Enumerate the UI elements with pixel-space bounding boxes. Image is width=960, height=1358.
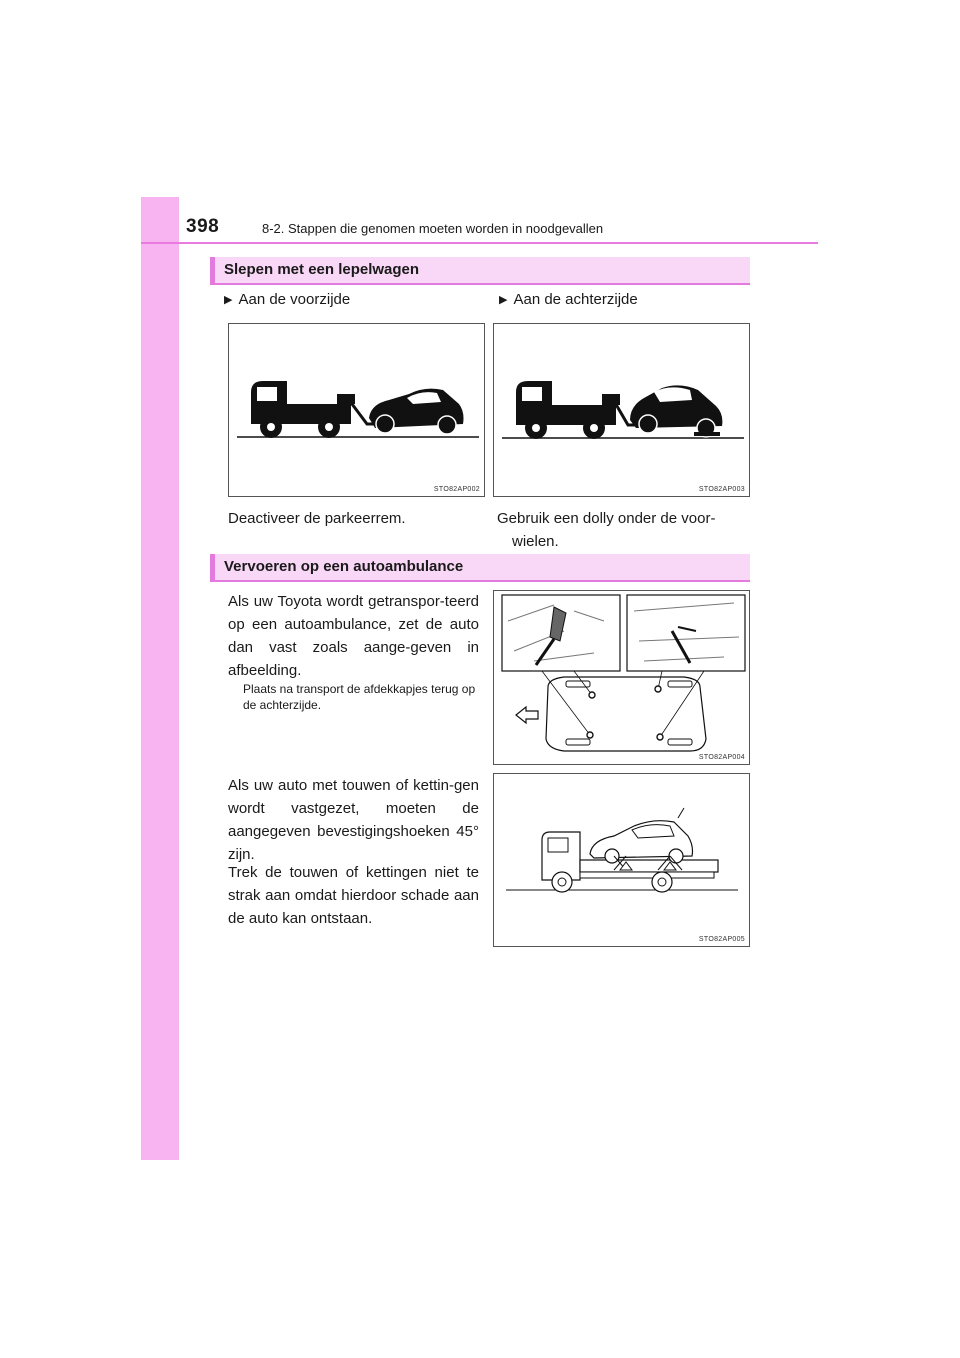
triangle-right-icon: ▶: [224, 294, 233, 306]
caption-rear-line2: wielen.: [512, 533, 559, 550]
tie-down-illustration: [494, 591, 750, 765]
triangle-right-icon: ▶: [499, 294, 508, 306]
paragraph-secure-car: Als uw Toyota wordt getranspor-teerd op een autoambulance, zet de auto dan vast zoals aange-geven in afbeelding.: [228, 593, 479, 679]
paragraph-tension: Trek de touwen of kettingen niet te strak aan omdat hierdoor schade aan de auto kan ontstaan.: [228, 864, 479, 927]
paragraph-angle: Als uw auto met touwen of kettin-gen wordt vastgezet, moeten de aangegeven bevestigingshoeken 45° zijn.: [228, 777, 479, 863]
section-heading-tow-truck: Slepen met een lepelwagen: [210, 257, 750, 285]
arrow-left-icon: [516, 707, 538, 723]
figure-car-transporter: [493, 773, 750, 947]
transporter-illustration: [494, 774, 750, 947]
label-front: ▶ Aan de voorzijde: [224, 291, 351, 308]
note-covers: Plaats na transport de afdekkapjes terug op de achterzijde.: [243, 682, 476, 712]
page-number: 398: [186, 216, 220, 237]
tow-front-illustration: [229, 324, 485, 497]
caption-front: Deactiveer de parkeerrem.: [228, 510, 406, 527]
figure-rear-tow: [493, 323, 750, 497]
figure-code: STO82AP005: [698, 936, 745, 943]
figure-code: STO82AP002: [433, 486, 480, 493]
chapter-title: 8-2. Stappen die genomen moeten worden in noodgevallen: [262, 221, 604, 236]
figure-tie-down-points: [493, 590, 750, 765]
tow-rear-illustration: [494, 324, 750, 497]
figure-code: STO82AP004: [698, 754, 745, 761]
header-rule: [141, 242, 818, 244]
label-rear: ▶ Aan de achterzijde: [499, 291, 638, 308]
section-heading-car-transporter: Vervoeren op een autoambulance: [210, 554, 750, 582]
figure-front-tow: [228, 323, 485, 497]
side-tab: [141, 197, 179, 1160]
caption-rear-line1: Gebruik een dolly onder de voor-: [497, 510, 716, 527]
figure-code: STO82AP003: [698, 486, 745, 493]
